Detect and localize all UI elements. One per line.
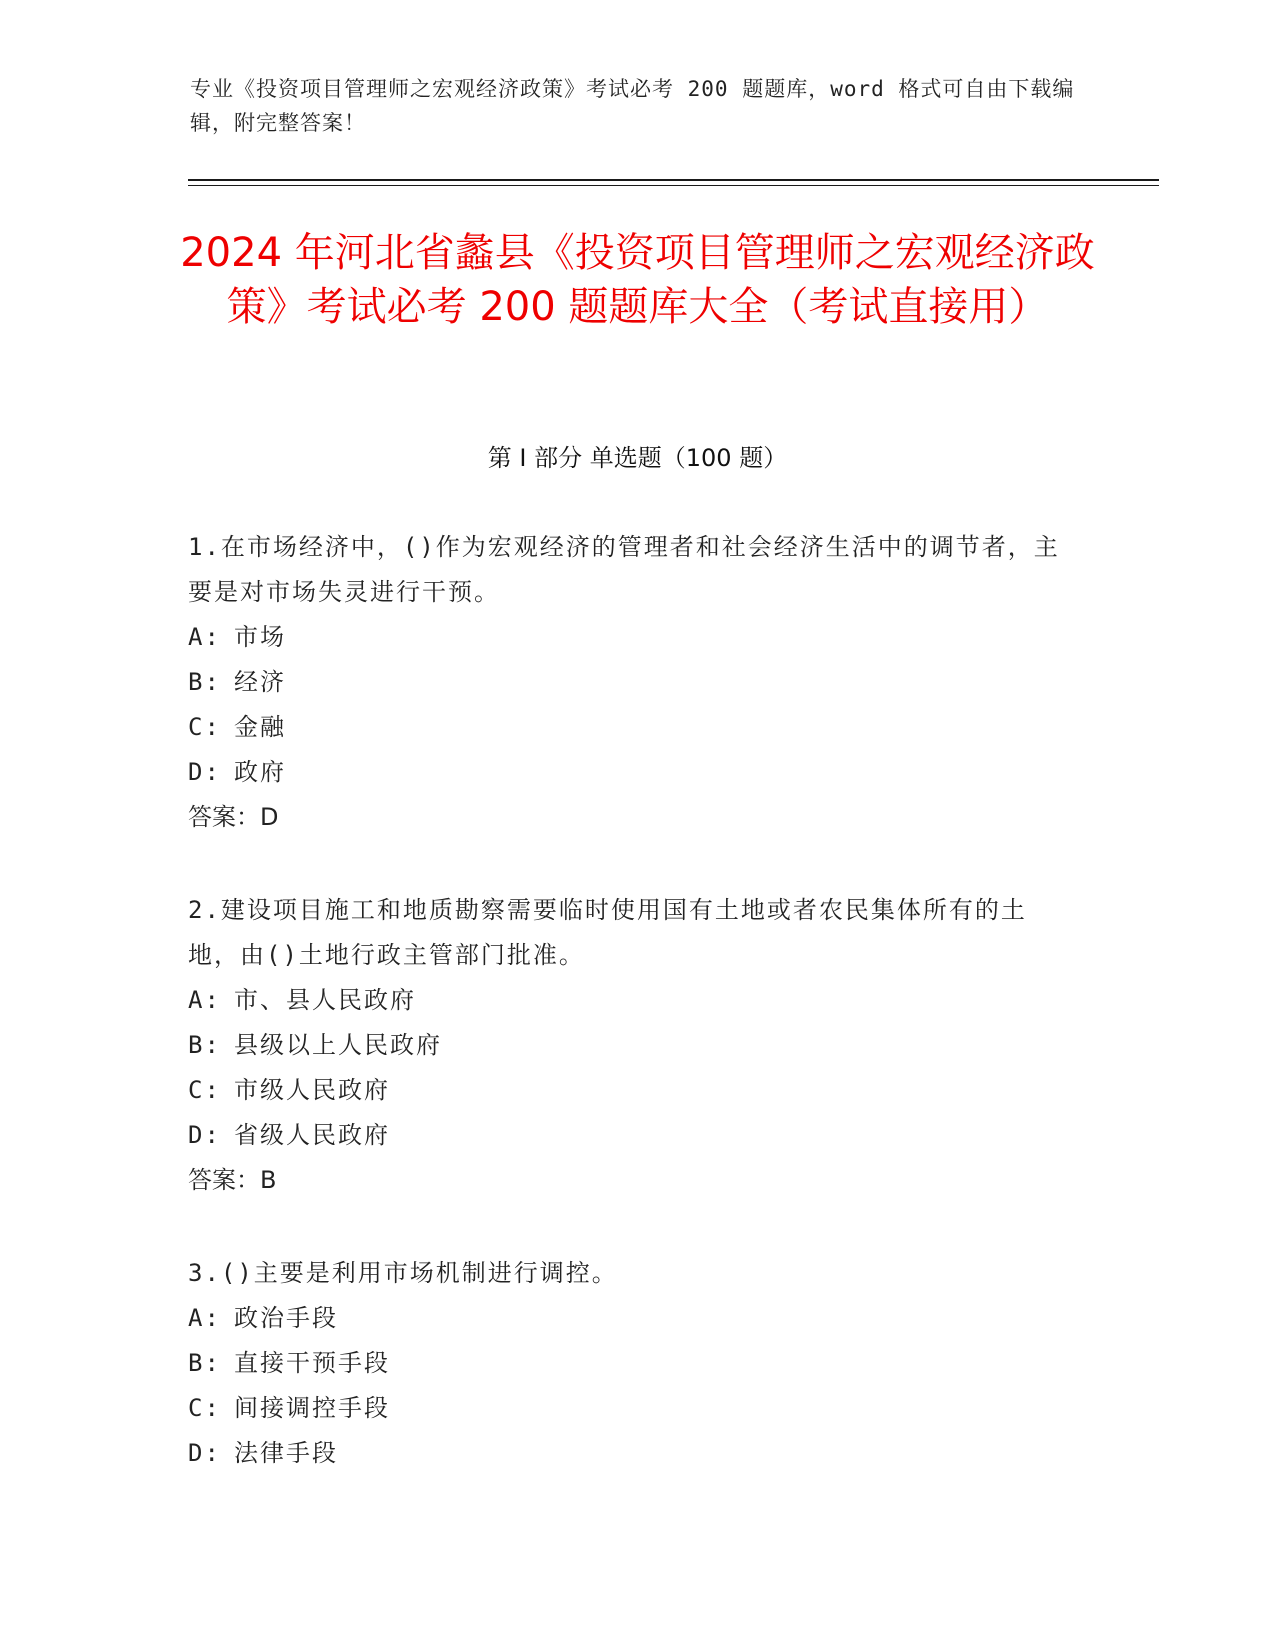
option-key: D: (188, 1439, 221, 1467)
option-key: B: (188, 668, 221, 696)
question-stem: 1.在市场经济中，()作为宏观经济的管理者和社会经济生活中的调节者，主要是对市场失灵进行干预。 (188, 533, 1060, 606)
answer: 答案：B (188, 1166, 277, 1194)
option-a (188, 1296, 1068, 1341)
option-key: C: (188, 1394, 221, 1422)
question-stem: 3.()主要是利用市场机制进行调控。 (188, 1259, 618, 1287)
option-text: 省级人民政府 (234, 1121, 390, 1149)
option-text: 政府 (234, 758, 286, 786)
option-key: C: (188, 713, 221, 741)
option-c (188, 705, 1068, 750)
document-title: 2024 年河北省蠡县《投资项目管理师之宏观经济政策》考试必考 200 题题库大全（考试直接用） (180, 230, 1095, 330)
option-text: 金融 (234, 713, 286, 741)
option-text: 直接干预手段 (234, 1349, 390, 1377)
question-2 (188, 888, 1068, 1203)
option-text: 经济 (234, 668, 286, 696)
option-key: A: (188, 986, 221, 1014)
option-key: C: (188, 1076, 221, 1104)
option-text: 市场 (234, 623, 286, 651)
header-rule-thin (188, 185, 1159, 186)
option-key: D: (188, 1121, 221, 1149)
option-a (188, 978, 1068, 1023)
option-d (188, 1431, 1068, 1476)
option-key: B: (188, 1349, 221, 1377)
option-text: 间接调控手段 (234, 1394, 390, 1422)
option-key: B: (188, 1031, 221, 1059)
option-text: 法律手段 (234, 1439, 338, 1467)
header-rule-thick (188, 179, 1159, 181)
option-b (188, 660, 1068, 705)
option-b (188, 1023, 1068, 1068)
option-c (188, 1386, 1068, 1431)
option-b (188, 1341, 1068, 1386)
option-c (188, 1068, 1068, 1113)
option-key: A: (188, 623, 221, 651)
question-stem: 2.建设项目施工和地质勘察需要临时使用国有土地或者农民集体所有的土地，由()土地行政主管部门批准。 (188, 896, 1027, 969)
question-1 (188, 525, 1068, 840)
answer: 答案：D (188, 803, 279, 831)
option-text: 县级以上人民政府 (234, 1031, 442, 1059)
option-key: D: (188, 758, 221, 786)
option-text: 市级人民政府 (234, 1076, 390, 1104)
option-text: 市、县人民政府 (234, 986, 416, 1014)
option-a (188, 615, 1068, 660)
option-key: A: (188, 1304, 221, 1332)
option-d (188, 1113, 1068, 1158)
section-heading: 第 I 部分 单选题（100 题） (487, 444, 788, 472)
option-d (188, 750, 1068, 795)
question-3 (188, 1251, 1068, 1476)
option-text: 政治手段 (234, 1304, 338, 1332)
header-note: 专业《投资项目管理师之宏观经济政策》考试必考 200 题题库，word 格式可自由下载编辑，附完整答案！ (190, 77, 1075, 135)
